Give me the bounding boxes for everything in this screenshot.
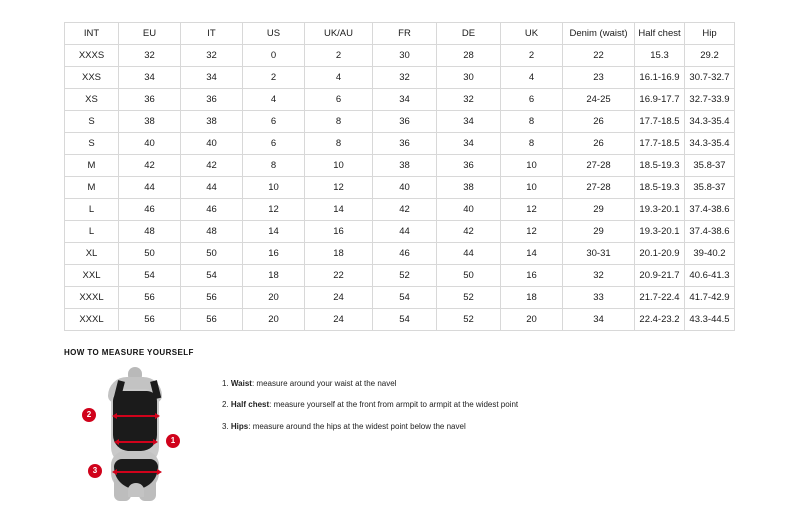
cell-uk: 18 (501, 287, 563, 309)
column-header-half-chest: Half chest (635, 23, 685, 45)
cell-hip: 34.3-35.4 (685, 111, 735, 133)
cell-us: 8 (243, 155, 305, 177)
cell-de: 34 (437, 133, 501, 155)
cell-denim-waist: 33 (563, 287, 635, 309)
how-to-measure-title: HOW TO MEASURE YOURSELF (64, 348, 194, 357)
cell-us: 0 (243, 45, 305, 67)
cell-fr: 36 (373, 133, 437, 155)
step-number: 1. (222, 379, 229, 388)
cell-eu: 48 (119, 221, 181, 243)
cell-half-chest: 22.4-23.2 (635, 309, 685, 331)
cell-it: 50 (181, 243, 243, 265)
cell-it: 38 (181, 111, 243, 133)
size-table-container (64, 22, 734, 331)
cell-eu: 46 (119, 199, 181, 221)
cell-int: M (65, 177, 119, 199)
table-row (65, 287, 735, 309)
cell-de: 30 (437, 67, 501, 89)
cell-eu: 34 (119, 67, 181, 89)
measure-steps-list (222, 367, 518, 443)
cell-uk-au: 4 (305, 67, 373, 89)
cell-uk-au: 2 (305, 45, 373, 67)
cell-uk-au: 8 (305, 133, 373, 155)
cell-half-chest: 21.7-22.4 (635, 287, 685, 309)
cell-us: 18 (243, 265, 305, 287)
cell-fr: 52 (373, 265, 437, 287)
cell-eu: 44 (119, 177, 181, 199)
table-row (65, 309, 735, 331)
cell-uk-au: 14 (305, 199, 373, 221)
cell-eu: 36 (119, 89, 181, 111)
cell-hip: 43.3-44.5 (685, 309, 735, 331)
cell-hip: 29.2 (685, 45, 735, 67)
cell-us: 14 (243, 221, 305, 243)
cell-fr: 36 (373, 111, 437, 133)
cell-denim-waist: 29 (563, 199, 635, 221)
cell-uk-au: 6 (305, 89, 373, 111)
cell-denim-waist: 27-28 (563, 155, 635, 177)
column-header-hip: Hip (685, 23, 735, 45)
cell-int: XXS (65, 67, 119, 89)
cell-us: 12 (243, 199, 305, 221)
cell-int: L (65, 221, 119, 243)
cell-de: 50 (437, 265, 501, 287)
cell-uk: 10 (501, 155, 563, 177)
how-to-measure-section (64, 348, 764, 502)
cell-us: 20 (243, 287, 305, 309)
size-table (64, 22, 735, 331)
half-chest-measure-arrow-icon (116, 415, 156, 417)
cell-uk-au: 12 (305, 177, 373, 199)
cell-hip: 41.7-42.9 (685, 287, 735, 309)
measure-step-half-chest (222, 400, 518, 410)
cell-uk-au: 10 (305, 155, 373, 177)
cell-de: 32 (437, 89, 501, 111)
cell-de: 52 (437, 309, 501, 331)
cell-us: 10 (243, 177, 305, 199)
cell-de: 38 (437, 177, 501, 199)
cell-eu: 38 (119, 111, 181, 133)
table-row (65, 199, 735, 221)
cell-int: XXXS (65, 45, 119, 67)
cell-de: 34 (437, 111, 501, 133)
cell-eu: 32 (119, 45, 181, 67)
cell-eu: 40 (119, 133, 181, 155)
cell-hip: 35.8-37 (685, 155, 735, 177)
swimsuit-leg-opening (128, 483, 144, 497)
cell-hip: 32.7-33.9 (685, 89, 735, 111)
cell-half-chest: 19.3-20.1 (635, 221, 685, 243)
cell-us: 4 (243, 89, 305, 111)
cell-half-chest: 20.9-21.7 (635, 265, 685, 287)
cell-it: 42 (181, 155, 243, 177)
cell-denim-waist: 32 (563, 265, 635, 287)
column-header-it: IT (181, 23, 243, 45)
column-header-fr: FR (373, 23, 437, 45)
mannequin-illustration (78, 367, 198, 502)
table-row (65, 67, 735, 89)
step-text: : measure yourself at the front from armpit to armpit at the widest point (269, 400, 519, 410)
cell-denim-waist: 26 (563, 133, 635, 155)
step-text: : measure around your waist at the navel (251, 379, 397, 388)
cell-us: 6 (243, 133, 305, 155)
table-row (65, 89, 735, 111)
cell-eu: 42 (119, 155, 181, 177)
column-header-uk-au: UK/AU (305, 23, 373, 45)
cell-fr: 44 (373, 221, 437, 243)
cell-uk: 12 (501, 221, 563, 243)
cell-half-chest: 17.7-18.5 (635, 111, 685, 133)
cell-eu: 54 (119, 265, 181, 287)
table-row (65, 45, 735, 67)
cell-it: 34 (181, 67, 243, 89)
cell-eu: 56 (119, 287, 181, 309)
cell-fr: 30 (373, 45, 437, 67)
cell-us: 2 (243, 67, 305, 89)
cell-us: 16 (243, 243, 305, 265)
step-term: Hips (230, 421, 249, 431)
cell-uk: 14 (501, 243, 563, 265)
column-header-eu: EU (119, 23, 181, 45)
cell-half-chest: 15.3 (635, 45, 685, 67)
cell-int: XL (65, 243, 119, 265)
cell-fr: 46 (373, 243, 437, 265)
cell-int: XXXL (65, 287, 119, 309)
badge-half-chest: 2 (82, 408, 96, 422)
cell-uk: 4 (501, 67, 563, 89)
cell-us: 6 (243, 111, 305, 133)
cell-de: 28 (437, 45, 501, 67)
cell-uk: 20 (501, 309, 563, 331)
cell-fr: 34 (373, 89, 437, 111)
column-header-de: DE (437, 23, 501, 45)
step-term: Half chest (230, 400, 270, 410)
cell-denim-waist: 23 (563, 67, 635, 89)
cell-hip: 35.8-37 (685, 177, 735, 199)
cell-int: S (65, 133, 119, 155)
table-header-row (65, 23, 735, 45)
cell-int: S (65, 111, 119, 133)
cell-it: 54 (181, 265, 243, 287)
cell-it: 56 (181, 287, 243, 309)
cell-half-chest: 16.9-17.7 (635, 89, 685, 111)
cell-it: 32 (181, 45, 243, 67)
cell-de: 36 (437, 155, 501, 177)
cell-uk-au: 24 (305, 287, 373, 309)
cell-de: 40 (437, 199, 501, 221)
cell-uk-au: 24 (305, 309, 373, 331)
step-number: 3. (222, 421, 229, 431)
cell-half-chest: 18.5-19.3 (635, 177, 685, 199)
waist-measure-arrow-icon (118, 441, 154, 443)
cell-uk: 12 (501, 199, 563, 221)
cell-hip: 37.4-38.6 (685, 199, 735, 221)
cell-it: 56 (181, 309, 243, 331)
cell-hip: 39-40.2 (685, 243, 735, 265)
cell-de: 42 (437, 221, 501, 243)
column-header-denim-waist: Denim (waist) (563, 23, 635, 45)
step-number: 2. (222, 400, 229, 410)
how-to-measure-body (64, 367, 764, 502)
cell-int: XS (65, 89, 119, 111)
cell-denim-waist: 22 (563, 45, 635, 67)
measure-step-waist (222, 379, 518, 389)
cell-eu: 50 (119, 243, 181, 265)
cell-denim-waist: 27-28 (563, 177, 635, 199)
cell-fr: 54 (373, 309, 437, 331)
table-row (65, 243, 735, 265)
cell-hip: 34.3-35.4 (685, 133, 735, 155)
hips-measure-arrow-icon (116, 471, 158, 473)
cell-hip: 30.7-32.7 (685, 67, 735, 89)
cell-fr: 40 (373, 177, 437, 199)
cell-denim-waist: 24-25 (563, 89, 635, 111)
cell-it: 48 (181, 221, 243, 243)
cell-int: XXXL (65, 309, 119, 331)
cell-uk: 8 (501, 111, 563, 133)
table-row (65, 265, 735, 287)
size-table-body (65, 45, 735, 331)
cell-us: 20 (243, 309, 305, 331)
cell-fr: 32 (373, 67, 437, 89)
table-row (65, 221, 735, 243)
cell-it: 44 (181, 177, 243, 199)
cell-hip: 37.4-38.6 (685, 221, 735, 243)
cell-half-chest: 19.3-20.1 (635, 199, 685, 221)
cell-uk: 8 (501, 133, 563, 155)
cell-denim-waist: 30-31 (563, 243, 635, 265)
cell-int: L (65, 199, 119, 221)
cell-de: 52 (437, 287, 501, 309)
cell-uk-au: 22 (305, 265, 373, 287)
table-row (65, 155, 735, 177)
cell-uk-au: 18 (305, 243, 373, 265)
step-term: Waist (230, 379, 252, 388)
cell-it: 36 (181, 89, 243, 111)
cell-denim-waist: 26 (563, 111, 635, 133)
cell-fr: 38 (373, 155, 437, 177)
column-header-int: INT (65, 23, 119, 45)
cell-uk: 6 (501, 89, 563, 111)
cell-uk: 16 (501, 265, 563, 287)
badge-waist: 1 (166, 434, 180, 448)
cell-fr: 54 (373, 287, 437, 309)
cell-int: XXL (65, 265, 119, 287)
step-text: : measure around the hips at the widest point below the navel (248, 421, 466, 431)
cell-half-chest: 20.1-20.9 (635, 243, 685, 265)
cell-denim-waist: 34 (563, 309, 635, 331)
column-header-us: US (243, 23, 305, 45)
cell-it: 46 (181, 199, 243, 221)
cell-half-chest: 16.1-16.9 (635, 67, 685, 89)
column-header-uk: UK (501, 23, 563, 45)
cell-uk: 2 (501, 45, 563, 67)
cell-half-chest: 17.7-18.5 (635, 133, 685, 155)
cell-it: 40 (181, 133, 243, 155)
cell-fr: 42 (373, 199, 437, 221)
cell-hip: 40.6-41.3 (685, 265, 735, 287)
cell-uk-au: 16 (305, 221, 373, 243)
cell-denim-waist: 29 (563, 221, 635, 243)
table-row (65, 177, 735, 199)
cell-uk-au: 8 (305, 111, 373, 133)
cell-half-chest: 18.5-19.3 (635, 155, 685, 177)
cell-de: 44 (437, 243, 501, 265)
cell-int: M (65, 155, 119, 177)
table-row (65, 111, 735, 133)
measure-step-hips (222, 422, 518, 432)
badge-hips: 3 (88, 464, 102, 478)
table-row (65, 133, 735, 155)
cell-eu: 56 (119, 309, 181, 331)
cell-uk: 10 (501, 177, 563, 199)
